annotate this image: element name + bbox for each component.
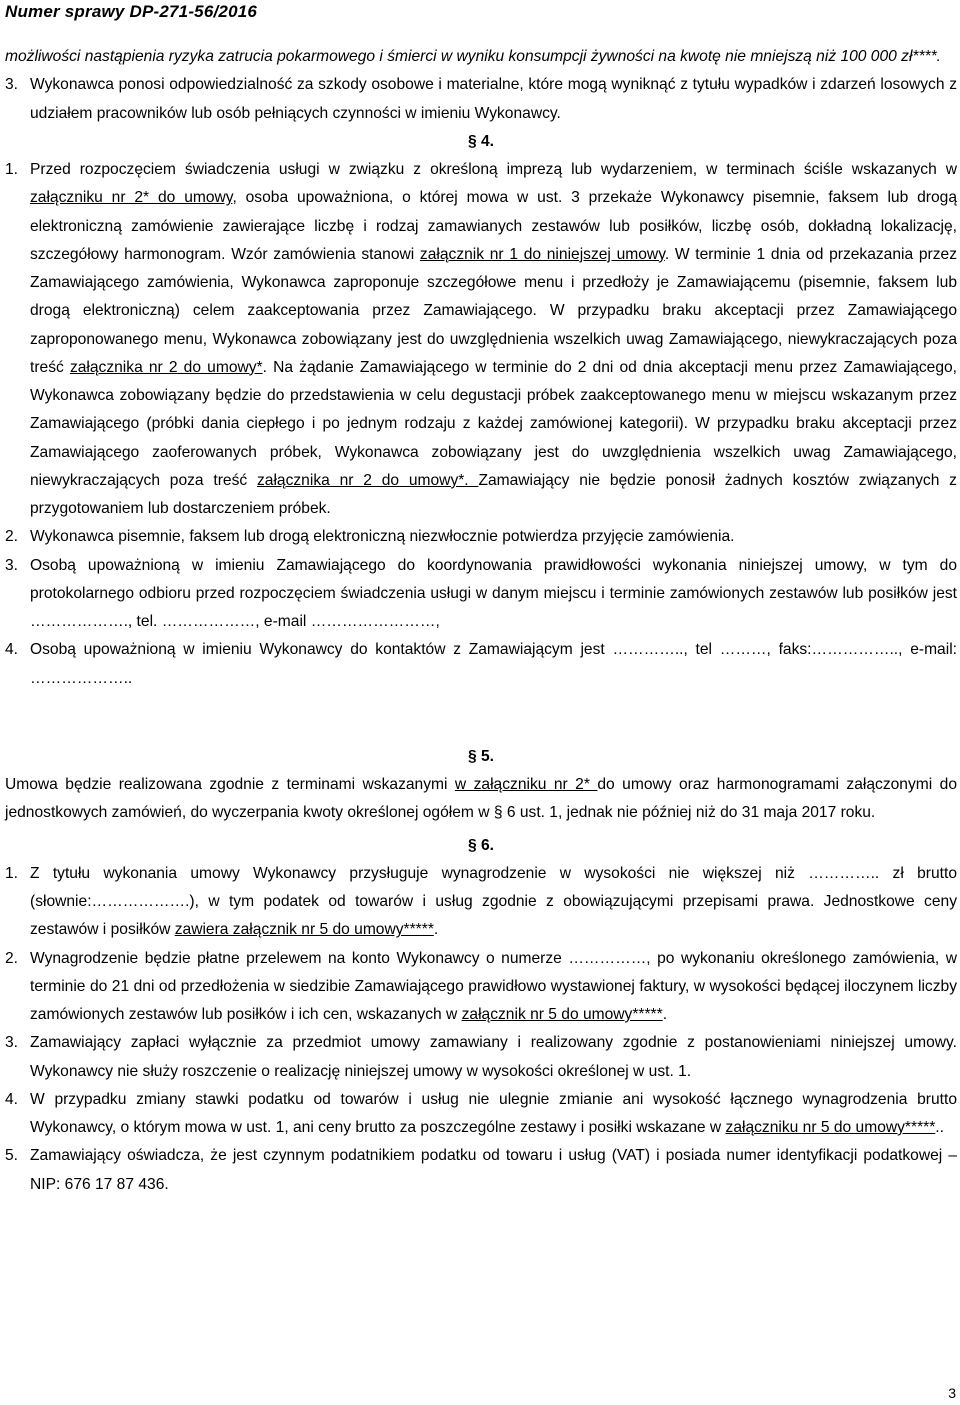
list-item: [5, 523, 957, 551]
page-number: 3: [948, 1385, 956, 1401]
section-5-title: § 5.: [467, 747, 494, 765]
item-number: 3.: [5, 556, 19, 574]
text-run: Umowa będzie realizowana zgodnie z terminami wskazanymi: [5, 776, 455, 793]
case-number-header: Numer sprawy DP-271-56/2016: [5, 2, 258, 21]
spacer: [5, 693, 957, 743]
attachment-reference: załączniku nr 5 do umowy*****: [725, 1119, 936, 1136]
item-number: 4.: [5, 1090, 19, 1108]
item-text: Wykonawca ponosi odpowiedzialność za szkody osobowe i materialne, które mogą wyniknąć z tytułu wypadków i zdarzeń losowych z udziałem pracowników lub osób pełniących czynności w imieniu Wykonawcy.: [30, 76, 957, 122]
item-text: [30, 1086, 957, 1143]
item-text: Osobą upoważnioną w imieniu Zamawiającego do koordynowania prawidłowości wykonania niniejszej umowy, w tym do protokolarnego odbioru przed rozpoczęciem świadczenia usługi w danym miejscu i terminie zamówionych zestawów lub posiłków jest ………………., tel. ………………, e-mail ……………………,: [30, 556, 957, 630]
list-item: [5, 156, 957, 523]
section-4-title: § 4.: [467, 132, 494, 150]
list-item: [5, 1086, 957, 1143]
section-6-title: § 6.: [467, 836, 494, 854]
list-item: [5, 945, 957, 1030]
text-run: Wynagrodzenie będzie płatne przelewem na konto Wykonawcy o numerze ……………, po wykonaniu określonego zamówienia, w terminie do 21 dni od przedłożenia w siedzibie Zamawiającego prawidłowo wystawionej faktury, w wysokości będącej iloczynem liczby zamówionych zestawów lub posiłków i ich cen, wskazanych w: [30, 949, 957, 1023]
attachment-reference: załączniku nr 2* do umowy: [30, 189, 233, 207]
attachment-reference: załącznik nr 5 do umowy*****: [461, 1006, 663, 1023]
list-item: [5, 860, 957, 945]
item-text: Osobą upoważnioną w imieniu Wykonawcy do kontaktów z Zamawiającym jest ………….., tel ………, faks:…………….., e-mail: ………………..: [30, 641, 957, 687]
item-text: Wykonawca pisemnie, faksem lub drogą elektroniczną niezwłocznie potwierdza przyjęcie zamówienia.: [30, 528, 735, 546]
item-number: 2.: [5, 949, 19, 967]
item-number: 3.: [5, 1034, 19, 1052]
text-run: .: [433, 921, 439, 939]
text-run: Przed rozpoczęciem świadczenia usługi w związku z określoną imprezą lub wydarzeniem, w terminach ściśle wskazanych w: [30, 161, 957, 178]
attachment-reference: załącznika nr 2 do umowy*: [69, 358, 263, 376]
item-number: 2.: [5, 528, 19, 546]
attachment-reference: zawiera załącznik nr 5 do umowy*****: [174, 921, 434, 939]
item-text: [30, 945, 957, 1030]
item-number: 5.: [5, 1147, 19, 1165]
text-run: . W terminie 1 dnia od przekazania przez Zamawiającego zamówienia, Wykonawca zaproponuje szczegółowe menu i przedłoży je Zamawiającemu (pisemnie, faksem lub drogą elektroniczną) celem zaakceptowania przez Zamawiającego. W przypadku braku akceptacji przez Zamawiającego zaproponowanego menu, Wykonawca zobowiązany jest do uwzględnienia wszelkich uwag Zamawiającego, niewykraczających poza treść: [30, 245, 957, 376]
list-item: [5, 636, 957, 693]
text-run: , osoba upoważniona, o której mowa w ust. 3 przekaże Wykonawcy pisemnie, faksem lub drogą elektroniczną zamówienie zawierające liczbę i rodzaj zamawianych zestawów lub posiłków, liczbę osób, dokładną lokalizację, szczegółowy harmonogram. Wzór zamówienia stanowi: [30, 189, 957, 263]
text-run: ..: [935, 1119, 944, 1136]
item-text: Zamawiający zapłaci wyłącznie za przedmiot umowy zamawiany i realizowany zgodnie z postanowieniami niniejszej umowy. Wykonawcy nie służy roszczenie o realizację niniejszej umowy w wysokości określonej w ust. 1.: [30, 1034, 957, 1080]
item-number: 4.: [5, 641, 19, 659]
list-item: [5, 1029, 957, 1086]
item-text: [30, 860, 957, 945]
section-5-paragraph: [5, 771, 957, 828]
text-run: Z tytułu wykonania umowy Wykonawcy przysługuje wynagrodzenie w wysokości nie większej niż ………….. zł brutto (słownie:……………….), w tym podatek od towarów i usług zgodnie z obowiązującymi przepisami prawa. Jednostkowe ceny zestawów i posiłków: [30, 864, 957, 939]
item-number: 1.: [5, 161, 19, 178]
item-number: 3.: [5, 76, 19, 94]
item-text: [30, 156, 957, 523]
attachment-reference: załącznik nr 1 do niniejszej umowy: [419, 245, 665, 263]
text-run: Zamawiający nie będzie ponosił żadnych kosztów związanych z przygotowaniem lub dostarczeniem próbek.: [30, 471, 957, 517]
attachment-reference: w załączniku nr 2*: [454, 776, 598, 793]
list-item: [5, 1142, 957, 1199]
text-run: W przypadku zmiany stawki podatku od towarów i usług nie ulegnie zmianie ani wysokość łącznego wynagrodzenia brutto Wykonawcy, o którym mowa w ust. 1, ani ceny brutto za poszczególne zestawy i posiłki wskazane w: [30, 1090, 957, 1136]
attachment-reference: załącznika nr 2 do umowy*.: [256, 471, 479, 489]
item-number: 1.: [5, 864, 19, 882]
intro-paragraph: możliwości nastąpienia ryzyka zatrucia pokarmowego i śmierci w wyniku konsumpcji żywności na kwotę nie mniejszą niż 100 000 zł****.: [5, 48, 942, 65]
text-run: . Na żądanie Zamawiającego w terminie do 2 dni od dnia akceptacji menu przez Zamawiającego, Wykonawca zobowiązany będzie do przedstawienia w celu degustacji próbek zaakceptowanego menu w miejscu wskazanym przez Zamawiającego (próbki dania ciepłego i po jednym rodzaju z każdej zamówionej kategorii). W przypadku braku akceptacji przez Zamawiającego zaoferowanych próbek, Wykonawca zobowiązany jest do uwzględnienia wszelkich uwag Zamawiającego, niewykraczających poza treść: [30, 358, 958, 489]
item-text: Zamawiający oświadcza, że jest czynnym podatnikiem podatku od towaru i usług (VAT) i posiada numer identyfikacji podatkowej – NIP: 676 17 87 436.: [30, 1147, 957, 1193]
list-item: [5, 552, 957, 637]
text-run: .: [662, 1006, 668, 1023]
list-item: [5, 71, 957, 128]
document-body: [5, 43, 957, 1199]
text-run: do umowy oraz harmonogramami załączonymi do jednostkowych zamówień, do wyczerpania kwoty określonej ogółem w § 6 ust. 1, jednak nie później niż do 31 maja 2017 roku.: [5, 776, 957, 822]
